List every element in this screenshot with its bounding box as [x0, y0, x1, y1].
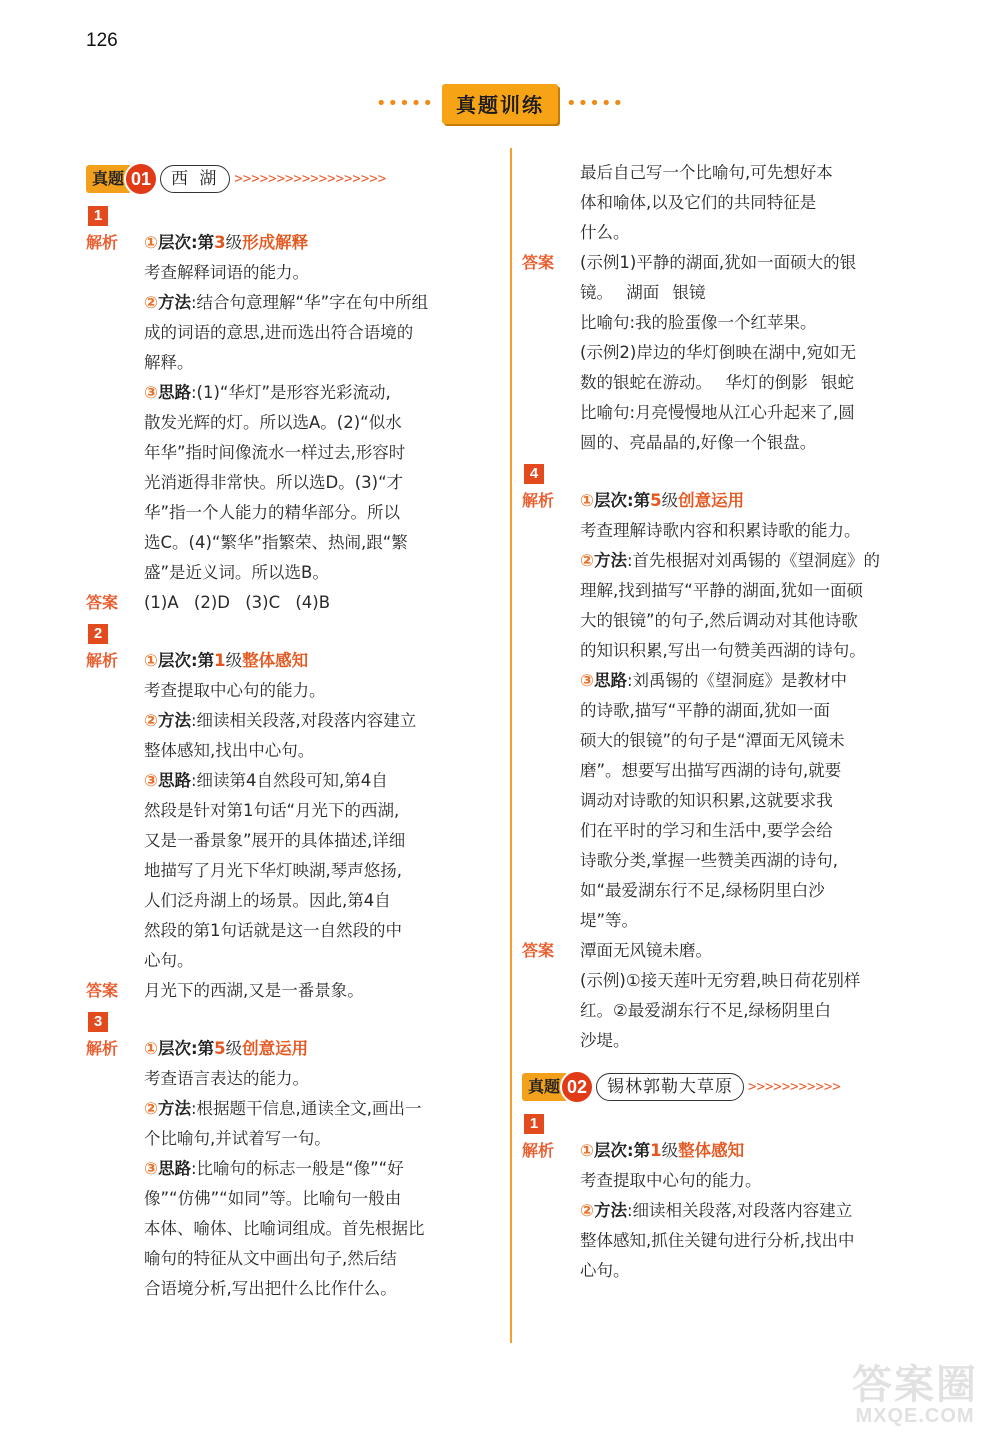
answer-tag: 答案: [86, 981, 119, 1000]
answer-tag: 答案: [86, 593, 119, 612]
analysis-tag: 解析: [522, 1141, 555, 1160]
analysis-tag: 解析: [86, 1039, 119, 1058]
right-column: [522, 158, 922, 1286]
section-banner: [0, 84, 1000, 124]
section-number: 01: [124, 162, 158, 196]
analysis-body: ①层次:第1级整体感知 考查提取中心句的能力。 ②方法:细读相关段落,对段落内容建立 整体感知,找出中心句。 ③思路:细读第4自然段可知,第4自 然段是针对第1句话“月光下的西湖, 又是一番景象”展开的具体描述,详细 地描写了月光下华灯映湖,琴声悠扬, 人们泛舟湖上的场景。因此,第4自 然段的第1句话就是这一自然段的中 心句。: [144, 651, 417, 970]
banner-dots-left: •••••: [375, 93, 434, 114]
answer-tag: 答案: [522, 941, 555, 960]
section-label: 真题: [86, 165, 130, 193]
question-number: 1: [524, 1114, 544, 1134]
left-column: [86, 158, 486, 1304]
page-number: 126: [86, 30, 118, 51]
watermark-logo: [840, 1356, 990, 1436]
section-header-01: [86, 162, 486, 196]
watermark-main: 答案圈: [852, 1361, 978, 1408]
analysis-body: ①层次:第5级创意运用 考查理解诗歌内容和积累诗歌的能力。 ②方法:首先根据对刘禹锡的《望洞庭》的 理解,找到描写“平静的湖面,犹如一面硕 大的银镜”的句子,然后调动对其他诗歌 的知识积累,写出一句赞美西湖的诗句。 ③思路:刘禹锡的《望洞庭》是教材中 的诗歌,描写“平静的湖面,犹如一面 硕大的银镜”的句子是“潭面无风镜未 磨”。想要写出描写西湖的诗句,就要 调动对诗歌的知识积累,这就要求我 们在平时的学习和生活中,要学会给 诗歌分类,掌握一些赞美西湖的诗句, 如“最爱湖东行不足,绿杨阴里白沙 堤”等。: [580, 491, 881, 930]
analysis-block: [86, 228, 486, 588]
section-arrows: >>>>>>>>>>>: [748, 1079, 841, 1095]
answer-block: [86, 588, 486, 618]
answer-block: [86, 976, 486, 1006]
circled-one: ①: [144, 233, 158, 252]
analysis-block: [522, 486, 922, 936]
analysis-tag: 解析: [86, 233, 119, 252]
section-label: 真题: [522, 1073, 566, 1101]
answer-body: (示例1)平静的湖面,犹如一面硕大的银 镜。 湖面 银镜 比喻句:我的脸蛋像一个红苹果。 (示例2)岸边的华灯倒映在湖中,宛如无 数的银蛇在游动。 华灯的倒影 银蛇 比喻句:月亮慢慢地从江心升起来了,圆 圆的、亮晶晶的,好像一个银盘。: [580, 253, 857, 452]
question-number: 4: [524, 464, 544, 484]
answer-block: [522, 248, 922, 458]
answer-body: 潭面无风镜未磨。 (示例)①接天莲叶无穷碧,映日荷花别样 红。②最爱湖东行不足,绿杨阴里白 沙堤。: [580, 941, 861, 1050]
analysis-block: [86, 646, 486, 976]
section-header-02: [522, 1070, 922, 1104]
watermark-sub: MXQE.COM: [855, 1404, 975, 1427]
answer-body: 月光下的西湖,又是一番景象。: [144, 981, 364, 1000]
answer-tag: 答案: [522, 253, 555, 272]
analysis-tag: 解析: [522, 491, 555, 510]
analysis-tag: 解析: [86, 651, 119, 670]
question-number: 3: [88, 1012, 108, 1032]
banner-dots-right: •••••: [566, 93, 625, 114]
analysis-body: ①层次:第3级形成解释 考查解释词语的能力。 ②方法:结合句意理解“华”字在句中所组 成的词语的意思,进而选出符合语境的 解释。 ③思路:(1)“华灯”是形容光彩流动, 散发光辉的灯。所以选A。(2)“似水 年华”指时间像流水一样过去,形容时 光消逝得非常快。所以选D。(3)“才 华”指一个人能力的精华部分。所以 选C。(4)“繁华”指繁荣、热闹,跟“繁 盛”是近义词。所以选B。: [144, 233, 429, 582]
section-title: 锡林郭勒大草原: [596, 1073, 744, 1101]
analysis-block: [522, 1136, 922, 1286]
question-number: 2: [88, 624, 108, 644]
analysis-block: [86, 1034, 486, 1304]
analysis-body: ①层次:第5级创意运用 考查语言表达的能力。 ②方法:根据题干信息,通读全文,画出一 个比喻句,并试着写一句。 ③思路:比喻句的标志一般是“像”“好 像”“仿佛”“如同”等。比喻句一般由 本体、喻体、比喻词组成。首先根据比 喻句的特征从文中画出句子,然后结 合语境分析,写出把什么比作什么。: [144, 1039, 425, 1298]
banner-title: 真题训练: [442, 84, 558, 124]
column-divider: [510, 148, 512, 1343]
analysis-body: ①层次:第1级整体感知 考查提取中心句的能力。 ②方法:细读相关段落,对段落内容建立 整体感知,抓住关键句进行分析,找出中 心句。: [580, 1141, 855, 1280]
q3-continuation: 最后自己写一个比喻句,可先想好本 体和喻体,以及它们的共同特征是 什么。: [580, 163, 833, 242]
section-title: 西 湖: [160, 165, 230, 193]
answer-body: (1)A (2)D (3)C (4)B: [144, 593, 331, 612]
answer-block: [522, 936, 922, 1056]
section-number: 02: [560, 1070, 594, 1104]
section-arrows: >>>>>>>>>>>>>>>>>>: [234, 171, 387, 187]
question-number: 1: [88, 206, 108, 226]
